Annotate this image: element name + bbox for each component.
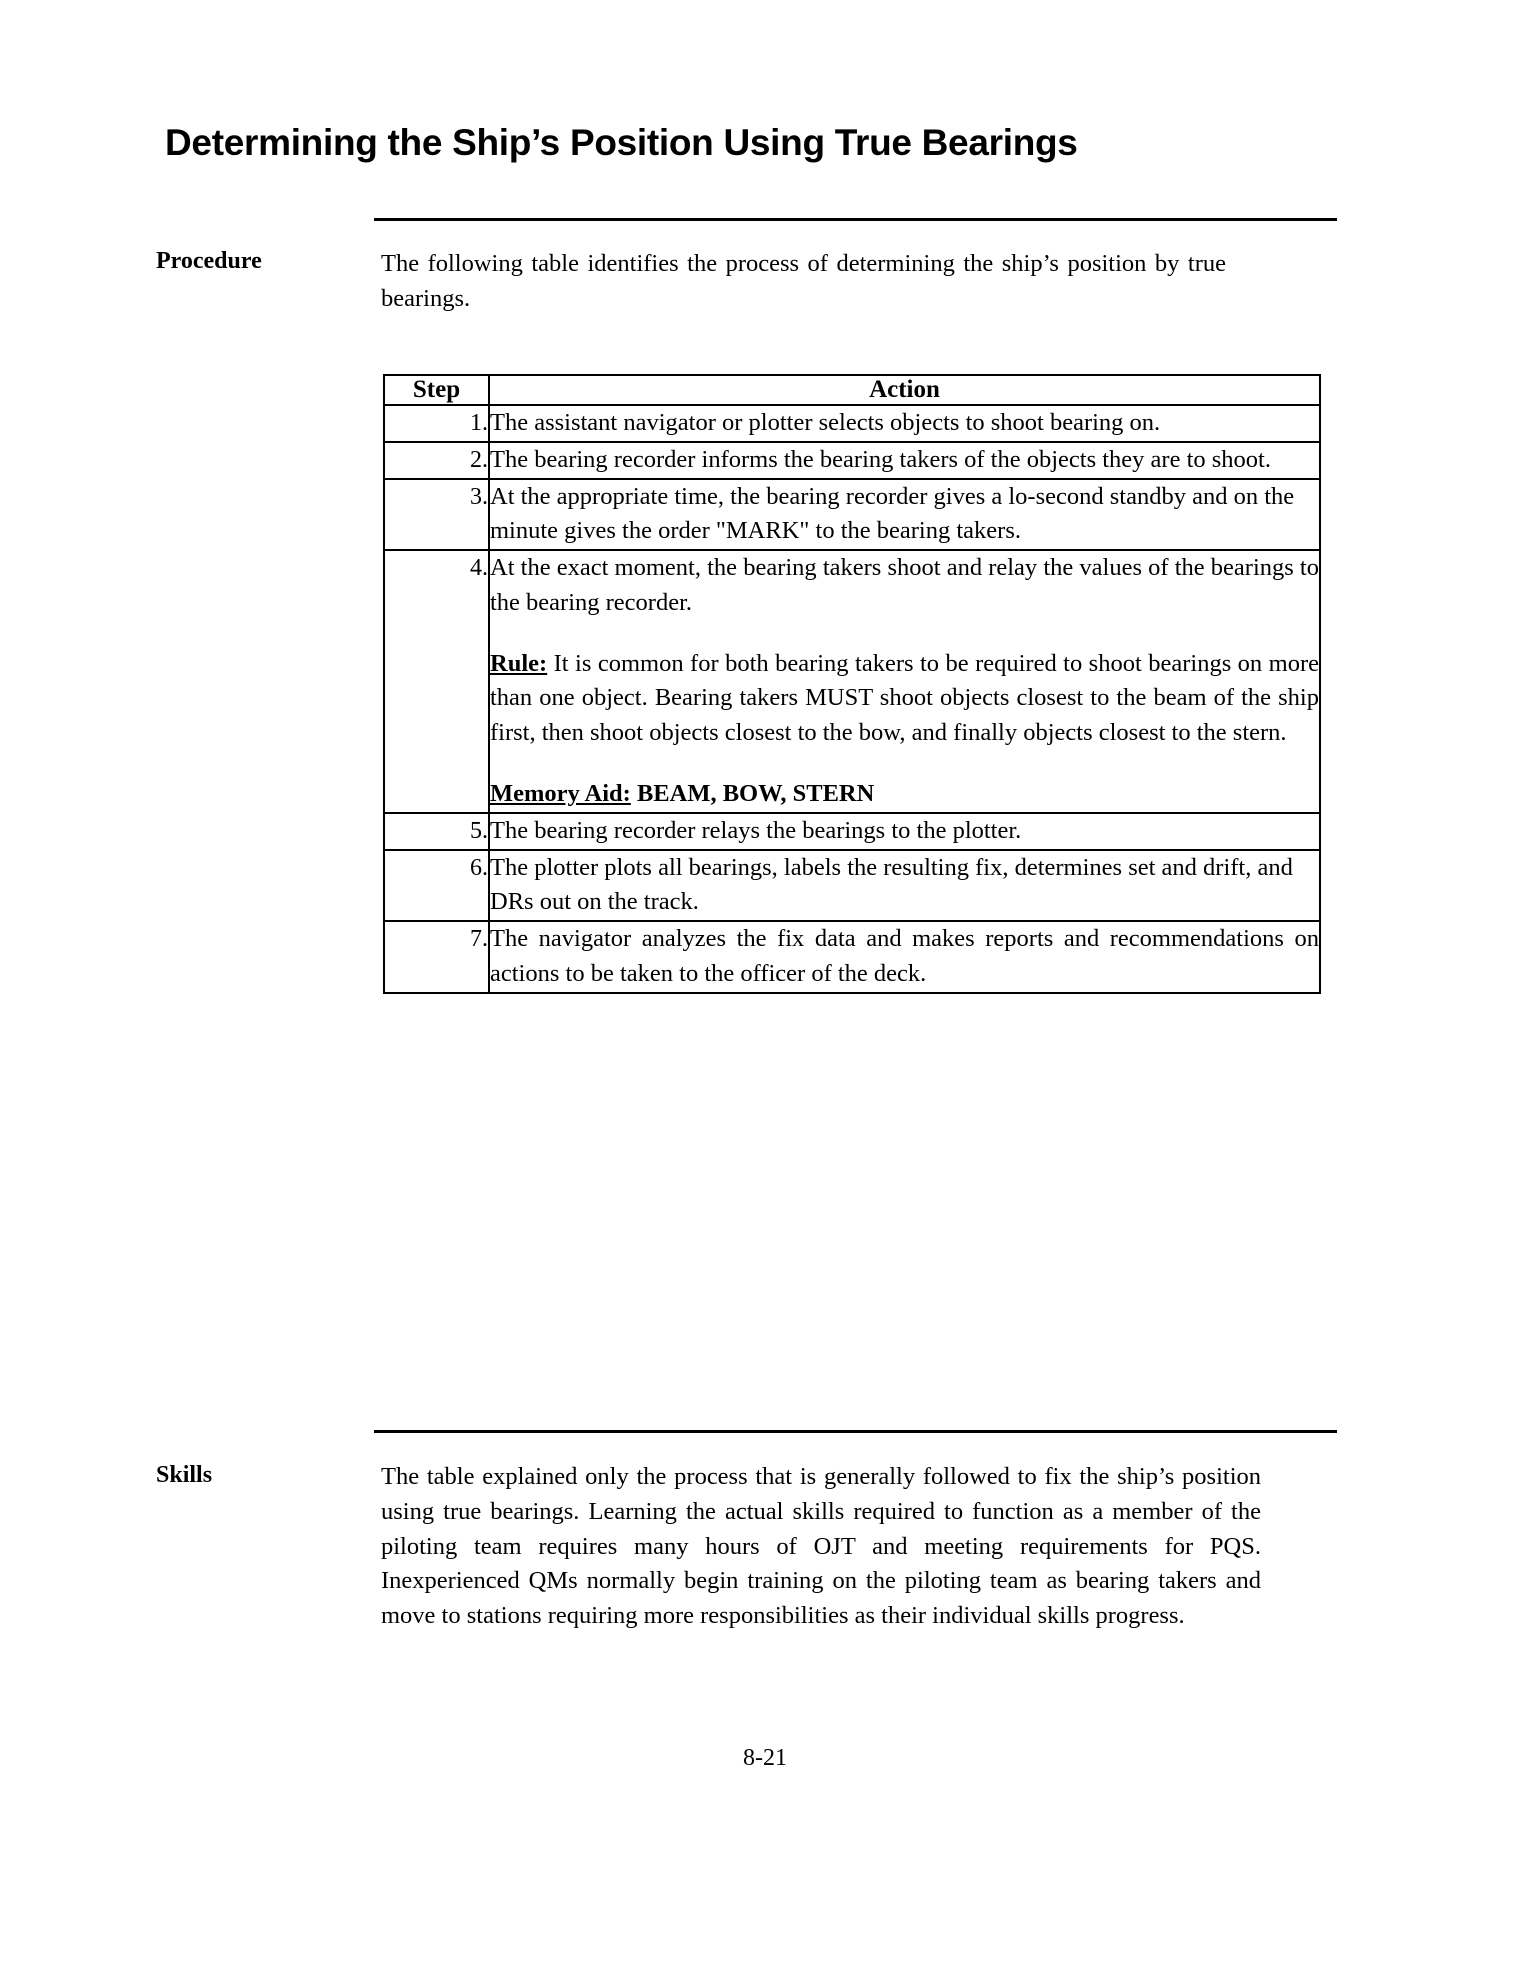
step-action xyxy=(489,813,1320,850)
column-header-action: Action xyxy=(489,375,1320,405)
rule-label: Rule: xyxy=(490,649,548,677)
table-header-row xyxy=(384,375,1320,405)
step-action-text: At the exact moment, the bearing takers shoot and relay the values of the bearings to the bearing recorder. xyxy=(490,554,1319,616)
step-number: 2. xyxy=(384,442,489,479)
procedure-table-container xyxy=(383,374,1321,994)
step-action-text: The navigator analyzes the fix data and makes reports and recommendations on actions to be taken to the officer of the deck. xyxy=(490,925,1319,987)
column-header-step: Step xyxy=(384,375,489,405)
step-action-rule xyxy=(490,647,1319,751)
step-action-text: The assistant navigator or plotter selects objects to shoot bearing on. xyxy=(490,409,1161,436)
table-row xyxy=(384,813,1320,850)
step-number: 4. xyxy=(384,550,489,813)
procedure-table xyxy=(383,374,1321,994)
section-label-skills: Skills xyxy=(156,1462,213,1488)
step-action xyxy=(489,479,1320,551)
table-row xyxy=(384,850,1320,922)
page-title: Determining the Ship’s Position Using True Bearings xyxy=(165,121,1078,163)
step-action-memory-aid xyxy=(490,777,1319,812)
step-action xyxy=(489,442,1320,479)
table-row xyxy=(384,405,1320,442)
step-action-text: At the appropriate time, the bearing recorder gives a lo-second standby and on the minute gives the order "MARK" to the bearing takers. xyxy=(490,482,1295,545)
step-action-text: The bearing recorder relays the bearings to the plotter. xyxy=(490,816,1022,844)
step-number: 1. xyxy=(384,405,489,442)
step-number: 6. xyxy=(384,850,489,922)
step-action-text: The bearing recorder informs the bearing takers of the objects they are to shoot. xyxy=(490,445,1271,473)
step-number: 3. xyxy=(384,479,489,551)
section-label-procedure: Procedure xyxy=(156,248,262,274)
step-action xyxy=(489,921,1320,993)
memory-aid-text: BEAM, BOW, STERN xyxy=(630,780,875,808)
table-row xyxy=(384,479,1320,551)
memory-aid-label: Memory Aid: xyxy=(490,780,631,808)
step-action xyxy=(489,850,1320,922)
section-divider-bottom xyxy=(374,1430,1337,1433)
table-row xyxy=(384,921,1320,993)
page-number: 8-21 xyxy=(743,1745,787,1771)
skills-text: The table explained only the process that is generally followed to fix the ship’s position using true bearings. Learning the actual skills required to function as a member of the piloting team requires many hours of OJT and meeting requirements for PQS. Inexperienced QMs normally begin training on the piloting team as bearing takers and move to stations requiring more responsibilities as their individual skills progress. xyxy=(381,1463,1261,1630)
procedure-intro-text: The following table identifies the process of determining the ship’s position by true bearings. xyxy=(381,250,1226,312)
table-row xyxy=(384,442,1320,479)
step-action xyxy=(489,405,1320,442)
section-divider-top xyxy=(374,218,1337,221)
step-action xyxy=(489,550,1320,813)
step-number: 7. xyxy=(384,921,489,993)
step-number: 5. xyxy=(384,813,489,850)
rule-text: It is common for both bearing takers to be required to shoot bearings on more than one object. Bearing takers MUST shoot objects closest to the beam of the ship first, then shoot objects closest to the bow, and finally objects closest to the stern. xyxy=(490,649,1319,747)
step-action-text: The plotter plots all bearings, labels the resulting fix, determines set and drift, and DRs out on the track. xyxy=(490,853,1293,916)
table-row xyxy=(384,550,1320,813)
